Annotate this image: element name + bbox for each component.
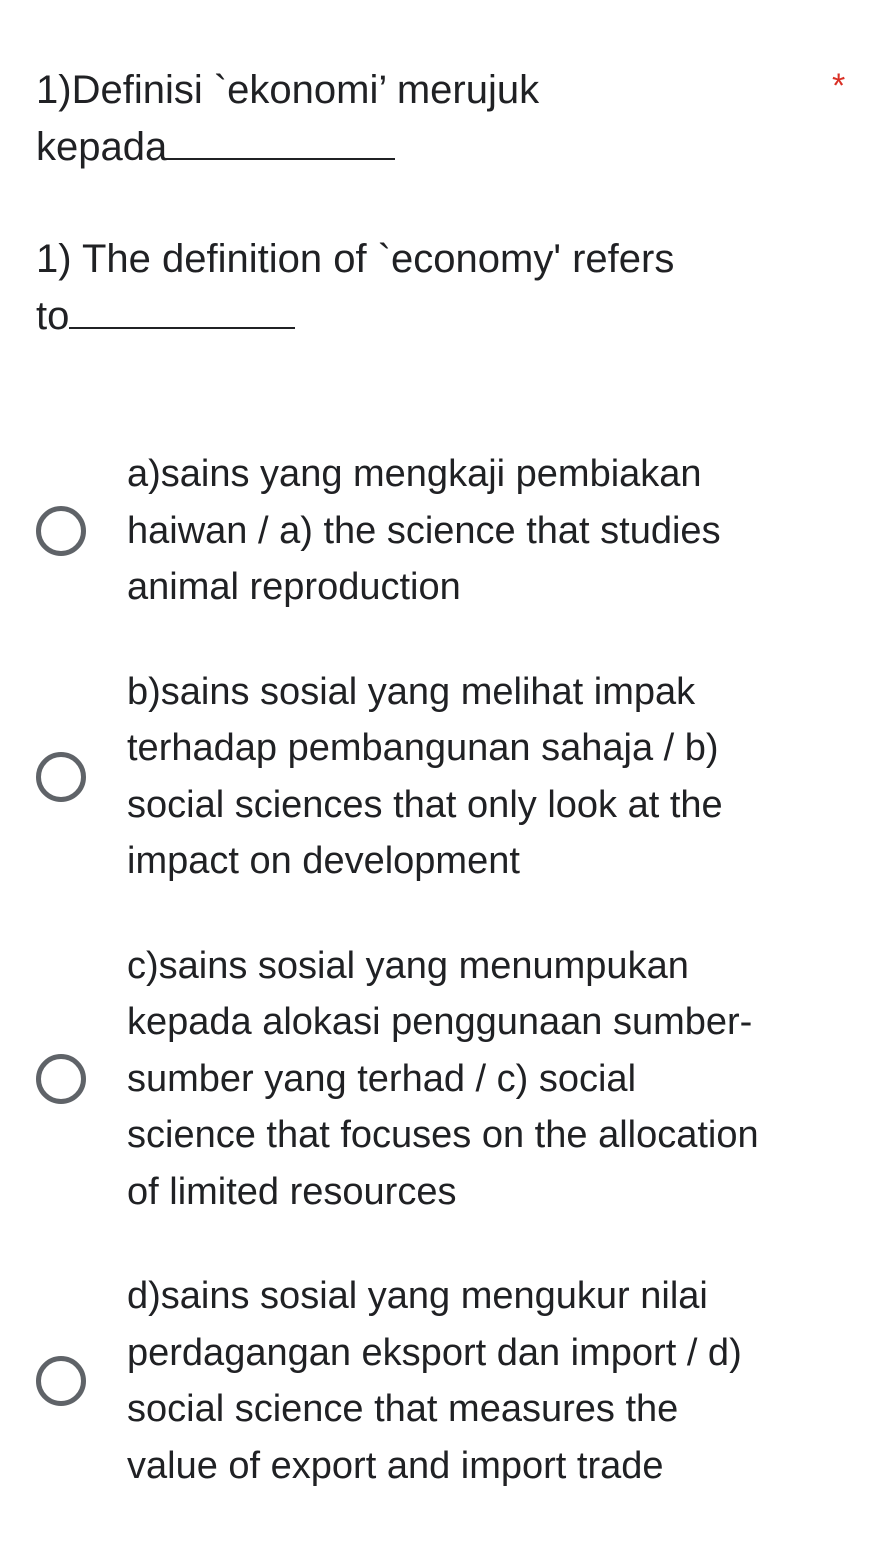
option-d-label: d)sains sosial yang mengukur nilai perdagangan eksport dan import / d) social science that measures the value of export and import trade [127,1275,742,1487]
question-english-line2 [36,288,826,345]
question-english-line1: 1) The definition of `economy' refers [36,237,675,281]
option-a-label: a)sains yang mengkaji pembiakan haiwan / a) the science that studies animal reproduction [127,453,721,608]
option-b-label: b)sains sosial yang melihat impak terhadap pembangunan sahaja / b) social sciences that only look at the impact on development [127,670,723,882]
question-english-line2-text: to [36,294,70,338]
required-marker: * [832,67,846,105]
answer-blank-line [167,122,395,160]
option-b[interactable] [0,664,874,890]
answer-blank-line [69,291,295,329]
option-c-label: c)sains sosial yang menumpukan kepada alokasi penggunaan sumber- sumber yang terhad / c) social science that focuses on the allocation of limited resources [127,944,759,1213]
question-malay-line2 [36,119,826,176]
radio-button-d[interactable] [36,1356,86,1406]
question-malay-line2-text: kepada [36,125,168,169]
option-d[interactable] [0,1268,874,1494]
radio-button-b[interactable] [36,752,86,802]
question-malay-line1: 1)Definisi `ekonomi’ merujuk [36,68,540,112]
radio-button-c[interactable] [36,1054,86,1104]
options-list [0,446,874,1542]
option-c[interactable] [0,938,874,1221]
radio-button-a[interactable] [36,506,86,556]
option-a[interactable] [0,446,874,616]
question-title [36,62,826,345]
